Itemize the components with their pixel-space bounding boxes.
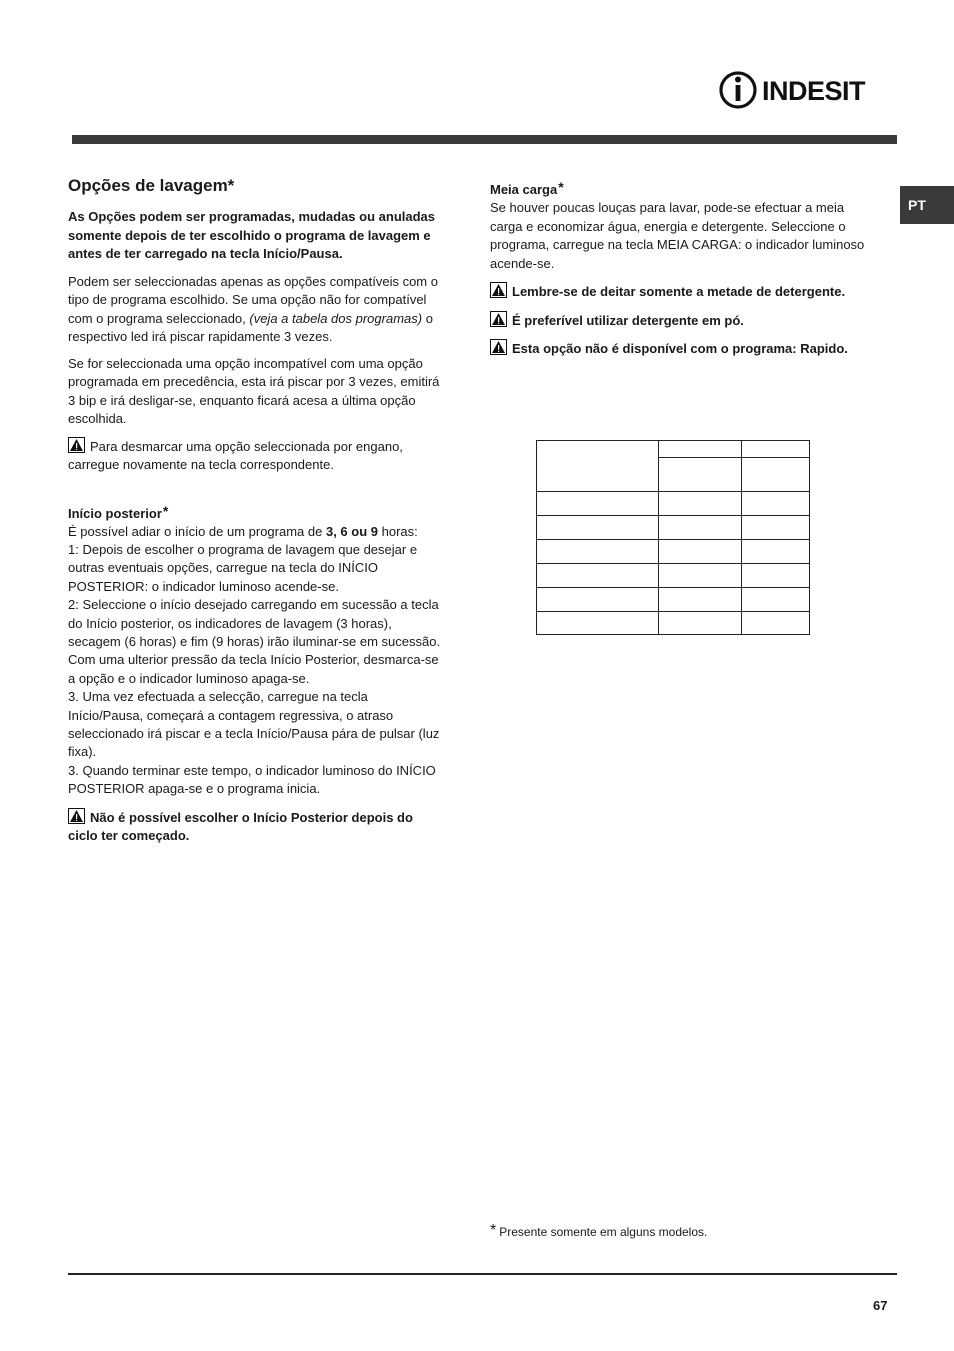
footer-rule <box>68 1273 897 1275</box>
footnote-text: Presente somente em alguns modelos. <box>499 1225 708 1239</box>
footnote-asterisk: * <box>490 1222 497 1239</box>
table-cell <box>659 588 742 612</box>
half-load-warning-1 <box>490 282 868 302</box>
delay-start-title <box>68 502 446 523</box>
table-cell <box>742 516 810 540</box>
delay-hours: 3, 6 ou 9 <box>325 523 378 539</box>
table-row <box>537 540 810 564</box>
half-load-body: Se houver poucas louças para lavar, pode-se efectuar a meia carga e economizar água, energia e detergente. Seleccione o programa, carregue na tecla MEIA CARGA: o indicador luminoso acende-se. <box>490 200 865 271</box>
table-cell <box>742 588 810 612</box>
table-cell <box>537 564 659 588</box>
half-load-title <box>490 178 868 199</box>
half-load-title-text: Meia carga <box>490 182 558 197</box>
warning-icon <box>490 339 507 355</box>
delay-warning <box>68 808 446 846</box>
compat-text-b: o respectivo led irá piscar rapidamente 3 vezes. <box>68 310 433 344</box>
table-cell <box>659 516 742 540</box>
indesit-logo <box>718 68 870 112</box>
delay-lead-a: É possível adiar o início de um programa de <box>68 523 326 539</box>
half-load-warning-1-text: Lembre-se de deitar somente a metade de detergente. <box>512 284 846 299</box>
warning-icon <box>68 437 85 453</box>
table-cell <box>537 516 659 540</box>
table-cell <box>659 612 742 635</box>
table-cell <box>742 458 810 492</box>
table-cell <box>742 564 810 588</box>
delay-step-end: 3. Quando terminar este tempo, o indicador luminoso do INÍCIO POSTERIOR apaga-se e o programa inicia. <box>68 762 436 797</box>
table-cell <box>659 492 742 516</box>
table-row <box>537 492 810 516</box>
table-cell <box>742 441 810 458</box>
delay-step-1: 1: Depois de escolher o programa de lavagem que desejar e outras eventuais opções, carregue na tecla do INÍCIO POSTERIOR: o indicador luminoso acende-se. <box>68 541 418 594</box>
language-tab: PT <box>900 186 954 224</box>
half-load-warning-2 <box>490 311 868 331</box>
table-cell <box>537 441 659 492</box>
deselect-text: Para desmarcar uma opção seleccionada por engano, carregue novamente na tecla correspondente. <box>68 438 403 472</box>
footnote <box>490 1222 707 1240</box>
delay-step-2: 2: Seleccione o início desejado carregando em sucessão a tecla do Início posterior, os indicadores de lavagem (3 horas), secagem (6 horas) e fim (9 horas) irão iluminar-se em sucessão. <box>68 597 441 649</box>
table-cell <box>659 441 742 458</box>
table-cell <box>659 458 742 492</box>
deselect-note <box>68 437 446 475</box>
header-rule <box>72 135 897 144</box>
table-row <box>537 564 810 588</box>
brand-wordmark: INDESIT <box>762 76 866 106</box>
compat-text-a: Podem ser seleccionadas apenas as opções compatíveis com o tipo de programa escolhido. Se uma opção não for compatível com o programa seleccionado, <box>68 273 438 326</box>
half-load-asterisk: * <box>558 179 564 195</box>
incompatible-paragraph: Se for seleccionada uma opção incompatível com uma opção programada em precedência, esta irá piscar por 3 vezes, emitirá 3 bip e irá desligar-se, enquanto ficará acesa a última opção escolhida. <box>68 355 440 426</box>
half-load-warning-2-text: É preferível utilizar detergente em pó. <box>512 312 744 328</box>
right-column <box>490 178 868 368</box>
half-load-warning-3-text: Esta opção não é disponível com o programa: Rapido. <box>512 341 848 356</box>
compatibility-paragraph <box>68 273 446 347</box>
warning-icon <box>68 808 85 824</box>
table-row <box>537 516 810 540</box>
table-cell <box>742 612 810 635</box>
table-cell <box>659 540 742 564</box>
table-row <box>537 441 810 458</box>
page-number: 67 <box>873 1298 888 1313</box>
warning-icon <box>490 282 507 298</box>
table-cell <box>742 540 810 564</box>
delay-start-lead <box>68 523 446 541</box>
delay-start-title-text: Início posterior <box>68 505 162 521</box>
table-cell <box>537 540 659 564</box>
left-column <box>68 176 446 855</box>
table-cell <box>659 564 742 588</box>
half-load-warning-3 <box>490 339 868 359</box>
table-row <box>537 588 810 612</box>
delay-lead-b: horas: <box>378 523 418 539</box>
delay-start-asterisk: * <box>162 502 169 519</box>
section-title: Opções de lavagem* <box>68 176 235 195</box>
program-table <box>536 440 810 635</box>
table-cell <box>537 588 659 612</box>
logo-graphic <box>718 68 870 112</box>
table-cell <box>537 612 659 635</box>
table-cell <box>537 492 659 516</box>
delay-warning-text: Não é possível escolher o Início Posterior depois do ciclo ter começado. <box>68 809 413 844</box>
delay-cancel-note: Com uma ulterior pressão da tecla Início Posterior, desmarca-se a opção e o indicador luminoso apaga-se. <box>68 652 439 686</box>
table-row <box>537 612 810 635</box>
delay-step-3: 3. Uma vez efectuada a selecção, carregue na tecla Início/Pausa, começará a contagem regressiva, o atraso seleccionado irá piscar e a tecla Início/Pausa pára de pulsar (luz fixa). <box>68 689 440 760</box>
warning-icon <box>490 311 507 327</box>
intro-text: As Opções podem ser programadas, mudadas ou anuladas somente depois de ter escolhido o programa de lavagem e antes de ter carregado na tecla Início/Pausa. <box>68 209 435 261</box>
program-table-reference: (veja a tabela dos programas) <box>249 310 423 326</box>
table-cell <box>742 492 810 516</box>
